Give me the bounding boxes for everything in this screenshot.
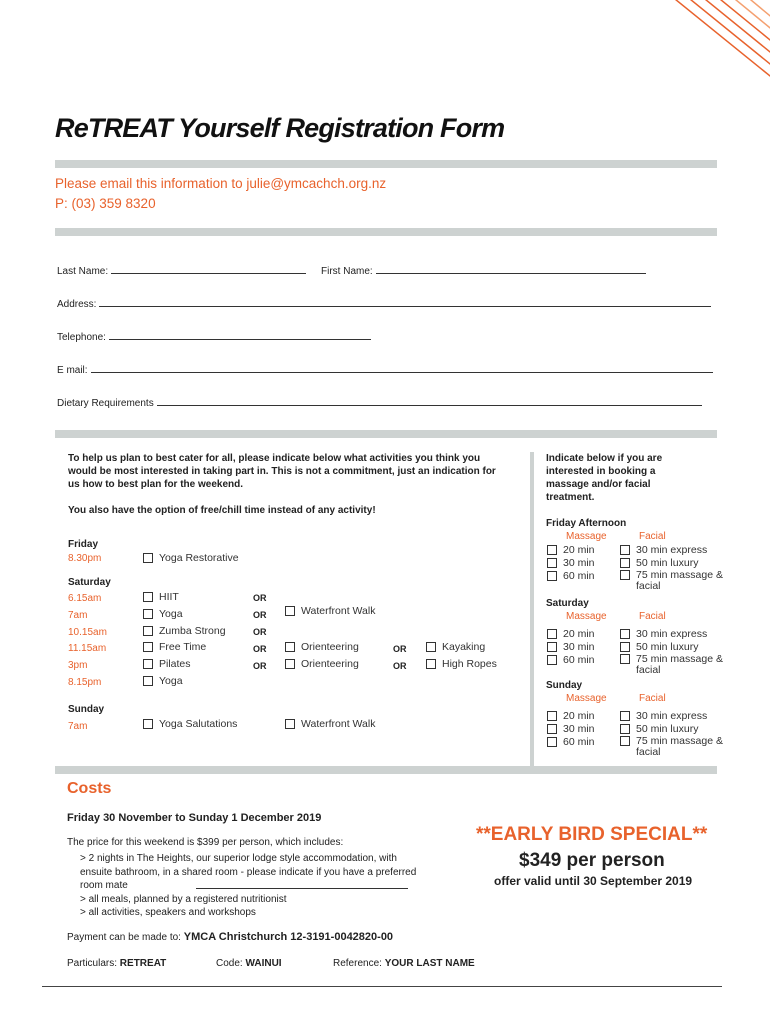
activity-pilates[interactable]: Pilates xyxy=(143,658,191,670)
address-field[interactable]: Address: xyxy=(57,297,711,310)
spa-intro: Indicate below if you are interested in booking a massage and/or facial treatment. xyxy=(546,453,663,503)
day-friday: Friday xyxy=(68,539,99,550)
activity-hiit[interactable]: HIIT xyxy=(143,591,179,603)
checkbox[interactable] xyxy=(620,711,630,721)
costs-heading: Costs xyxy=(67,780,112,797)
phone-line: P: (03) 359 8320 xyxy=(55,196,156,211)
room-mate-line[interactable] xyxy=(196,888,408,889)
time-label: 8.15pm xyxy=(68,677,102,688)
costs-dates: Friday 30 November to Sunday 1 December 2019 xyxy=(67,812,322,824)
page-title: ReTREAT Yourself Registration Form xyxy=(55,113,505,143)
activity-waterfront-walk-sunday[interactable]: Waterfront Walk xyxy=(285,718,375,730)
checkbox[interactable] xyxy=(143,719,153,729)
checkbox[interactable] xyxy=(143,553,153,563)
divider-bar xyxy=(55,766,717,774)
facial-options-sunday[interactable]: 30 min express 50 min luxury 75 min massage & facial xyxy=(620,710,740,758)
particulars: Particulars: RETREAT xyxy=(67,958,167,969)
checkbox[interactable] xyxy=(547,545,557,555)
divider-bar xyxy=(55,430,717,438)
checkbox[interactable] xyxy=(143,642,153,652)
time-label: 7am xyxy=(68,610,88,621)
checkbox[interactable] xyxy=(143,609,153,619)
time-label: 11.15am xyxy=(68,643,107,654)
list-item: > 2 nights in The Heights, our superior lodge style accommodation, with ensuite bathroom, in a shared room - please indicate if you have a preferred room mate xyxy=(80,853,417,891)
checkbox[interactable] xyxy=(620,570,630,580)
activity-orienteering-2[interactable]: Orienteering xyxy=(285,658,359,670)
massage-options-saturday[interactable]: 20 min 30 min 60 min xyxy=(547,628,595,667)
includes-list xyxy=(80,852,430,920)
checkbox[interactable] xyxy=(285,642,295,652)
massage-heading: Massage xyxy=(566,531,607,542)
payment-line: Payment can be made to: YMCA Christchurch 12-3191-0042820-00 xyxy=(67,931,394,943)
checkbox[interactable] xyxy=(285,606,295,616)
last-name-field[interactable]: Last Name: xyxy=(57,264,306,277)
divider-bar xyxy=(55,160,717,168)
facial-options-friday[interactable]: 30 min express 50 min luxury 75 min massage & facial xyxy=(620,544,740,592)
activity-zumba[interactable]: Zumba Strong xyxy=(143,625,226,637)
facial-heading: Facial xyxy=(639,693,666,704)
time-label: 6.15am xyxy=(68,593,102,604)
price-intro: The price for this weekend is $399 per person, which includes: xyxy=(67,837,344,848)
email-line: Please email this information to julie@ymcachch.org.nz xyxy=(55,176,387,191)
massage-heading: Massage xyxy=(566,611,607,622)
or-label: OR xyxy=(253,593,267,603)
telephone-field[interactable]: Telephone: xyxy=(57,330,371,343)
offer-valid: offer valid until 30 September 2019 xyxy=(494,874,693,888)
reference: Reference: YOUR LAST NAME xyxy=(333,958,475,969)
activity-yoga-restorative[interactable]: Yoga Restorative xyxy=(143,552,239,564)
checkbox[interactable] xyxy=(143,626,153,636)
decorative-stripes xyxy=(630,0,770,95)
checkbox[interactable] xyxy=(426,642,436,652)
massage-options-sunday[interactable]: 20 min 30 min 60 min xyxy=(547,710,595,749)
or-label: OR xyxy=(393,661,407,671)
facial-heading: Facial xyxy=(639,611,666,622)
checkbox[interactable] xyxy=(547,724,557,734)
code: Code: WAINUI xyxy=(216,958,282,969)
day-sunday: Sunday xyxy=(68,704,105,715)
checkbox[interactable] xyxy=(143,592,153,602)
spa-saturday: Saturday xyxy=(546,598,589,609)
facial-options-saturday[interactable]: 30 min express 50 min luxury 75 min massage & facial xyxy=(620,628,740,676)
spa-sunday: Sunday xyxy=(546,680,583,691)
checkbox[interactable] xyxy=(547,655,557,665)
activity-yoga[interactable]: Yoga xyxy=(143,608,183,620)
activities-intro: To help us plan to best cater for all, please indicate below what activities you think you would be most interested in taking part in. This is not a commitment, just an indication for us how to best plan for the weekend. xyxy=(68,453,496,490)
divider-bar xyxy=(55,228,717,236)
or-label: OR xyxy=(253,661,267,671)
list-item: > all activities, speakers and workshops xyxy=(80,907,256,918)
checkbox[interactable] xyxy=(620,736,630,746)
activity-yoga-evening[interactable]: Yoga xyxy=(143,675,183,687)
checkbox[interactable] xyxy=(547,642,557,652)
checkbox[interactable] xyxy=(547,558,557,568)
checkbox[interactable] xyxy=(620,642,630,652)
column-divider xyxy=(530,452,534,768)
checkbox[interactable] xyxy=(547,737,557,747)
early-bird-heading: **EARLY BIRD SPECIAL** xyxy=(476,824,708,845)
massage-heading: Massage xyxy=(566,693,607,704)
spa-friday: Friday Afternoon xyxy=(546,518,627,529)
list-item: > all meals, planned by a registered nutritionist xyxy=(80,893,287,905)
checkbox[interactable] xyxy=(285,719,295,729)
checkbox[interactable] xyxy=(620,724,630,734)
activity-waterfront-walk[interactable]: Waterfront Walk xyxy=(285,605,375,617)
checkbox[interactable] xyxy=(143,676,153,686)
day-saturday: Saturday xyxy=(68,577,111,588)
or-label: OR xyxy=(253,610,267,620)
time-label: 10.15am xyxy=(68,627,107,638)
activity-free-time[interactable]: Free Time xyxy=(143,641,206,653)
checkbox[interactable] xyxy=(547,711,557,721)
or-label: OR xyxy=(253,644,267,654)
or-label: OR xyxy=(253,627,267,637)
facial-heading: Facial xyxy=(639,531,666,542)
activity-high-ropes[interactable]: High Ropes xyxy=(426,658,497,670)
checkbox[interactable] xyxy=(620,558,630,568)
checkbox[interactable] xyxy=(285,659,295,669)
or-label: OR xyxy=(393,644,407,654)
email-field[interactable]: E mail: xyxy=(57,363,713,376)
first-name-field[interactable]: First Name: xyxy=(321,264,646,277)
dietary-field[interactable]: Dietary Requirements xyxy=(57,396,702,409)
checkbox[interactable] xyxy=(426,659,436,669)
activity-kayaking[interactable]: Kayaking xyxy=(426,641,485,653)
early-bird-price: $349 per person xyxy=(519,850,665,871)
activity-yoga-salutations[interactable]: Yoga Salutations xyxy=(143,718,237,730)
chill-note: You also have the option of free/chill time instead of any activity! xyxy=(68,505,376,516)
activity-orienteering[interactable]: Orienteering xyxy=(285,641,359,653)
checkbox[interactable] xyxy=(620,545,630,555)
checkbox[interactable] xyxy=(620,654,630,664)
checkbox[interactable] xyxy=(547,571,557,581)
bottom-rule xyxy=(42,986,722,987)
time-label: 3pm xyxy=(68,660,88,671)
checkbox[interactable] xyxy=(620,629,630,639)
time-label: 7am xyxy=(68,721,88,732)
checkbox[interactable] xyxy=(143,659,153,669)
time-label: 8.30pm xyxy=(68,553,102,564)
checkbox[interactable] xyxy=(547,629,557,639)
massage-options-friday[interactable]: 20 min 30 min 60 min xyxy=(547,544,595,583)
